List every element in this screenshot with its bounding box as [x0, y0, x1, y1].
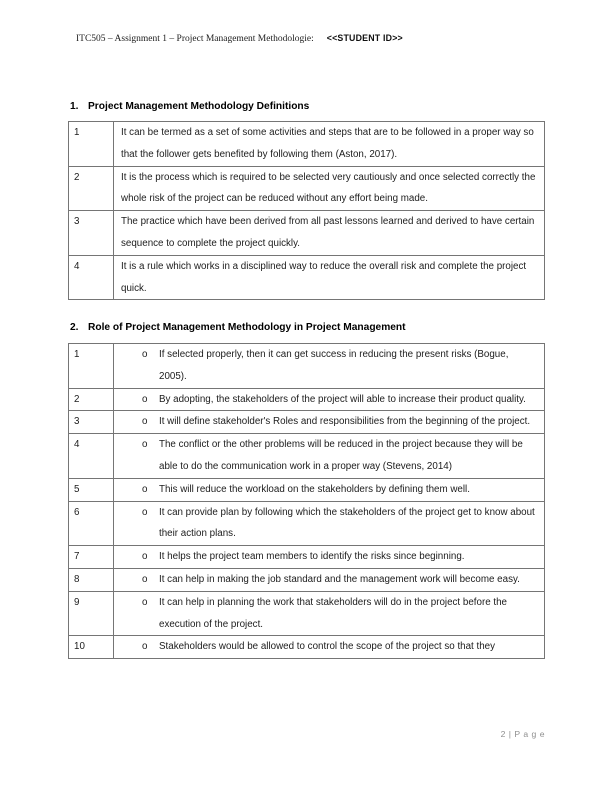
- table-row: [69, 434, 545, 479]
- row-text-cell: [114, 546, 545, 569]
- bullet-marker: o: [142, 641, 148, 653]
- heading-title: Project Management Methodology Definitions: [88, 101, 310, 112]
- bullet-line: [121, 434, 538, 478]
- row-text-cell: [114, 344, 545, 389]
- row-text-cell: [114, 434, 545, 479]
- bullet-marker: o: [142, 439, 148, 451]
- table-row: [69, 478, 545, 501]
- bullet-marker: o: [142, 416, 148, 428]
- heading-number: 1.: [70, 101, 79, 112]
- section-1-heading: [70, 100, 309, 113]
- table-row: [69, 501, 545, 546]
- bullet-text: It can help in making the job standard and the management work will become easy.: [159, 573, 520, 585]
- row-text-cell: [114, 568, 545, 591]
- role-table: [68, 343, 545, 659]
- row-number-cell: 6: [69, 501, 114, 546]
- table-row: [69, 388, 545, 411]
- section-2-heading: [70, 321, 406, 334]
- row-number-cell: 2: [69, 388, 114, 411]
- definitions-table: [68, 121, 545, 300]
- bullet-marker: o: [142, 349, 148, 360]
- table-row: [69, 636, 545, 659]
- bullet-marker: o: [142, 596, 148, 608]
- row-number-cell: 10: [69, 636, 114, 659]
- bullet-line: [121, 636, 538, 658]
- row-text-cell: It is the process which is required to be selected very cautiously and once selected correctly the whole risk of the project can be reduced without any effort being made.: [114, 166, 545, 211]
- row-number-cell: 9: [69, 591, 114, 636]
- bullet-text: It can help in planning the work that stakeholders will do in the project before the execution of the project.: [159, 596, 508, 630]
- bullet-marker: o: [142, 506, 148, 518]
- row-number-cell: 3: [69, 211, 114, 256]
- bullet-text: If selected properly, then it can get success in reducing the present risks (Bogue, 2005).: [159, 349, 509, 382]
- bullet-line: [121, 389, 538, 411]
- row-text-cell: [114, 501, 545, 546]
- row-number-cell: 1: [69, 122, 114, 167]
- row-text-cell: [114, 411, 545, 434]
- bullet-text: It helps the project team members to identify the risks since beginning.: [159, 551, 465, 563]
- bullet-line: [121, 479, 538, 501]
- header-course-title: ITC505 – Assignment 1 – Project Management Methodologie:: [76, 34, 314, 44]
- bullet-marker: o: [142, 573, 148, 585]
- bullet-text: This will reduce the workload on the stakeholders by defining them well.: [159, 483, 470, 495]
- heading-number: 2.: [70, 322, 79, 333]
- page-header: [76, 33, 403, 44]
- row-text-cell: [114, 388, 545, 411]
- bullet-line: [121, 546, 538, 568]
- table-row: [69, 591, 545, 636]
- bullet-text: The conflict or the other problems will be reduced in the project because they will be able to do the communication work in a proper way (Stevens, 2014): [159, 439, 523, 472]
- row-number-cell: 7: [69, 546, 114, 569]
- row-text-cell: [114, 636, 545, 659]
- footer-page-number: 2 | P a g e: [500, 729, 545, 739]
- heading-title: Role of Project Management Methodology in Project Management: [88, 322, 406, 333]
- bullet-text: By adopting, the stakeholders of the project will able to increase their product quality.: [159, 393, 526, 405]
- bullet-line: [121, 502, 538, 546]
- row-number-cell: 5: [69, 478, 114, 501]
- row-number-cell: 4: [69, 255, 114, 300]
- table-row: [69, 122, 545, 167]
- table-row: [69, 411, 545, 434]
- row-text-cell: The practice which have been derived from all past lessons learned and derived to have certain sequence to complete the project quickly.: [114, 211, 545, 256]
- row-number-cell: 2: [69, 166, 114, 211]
- table-row: [69, 568, 545, 591]
- bullet-text: It will define stakeholder's Roles and responsibilities from the beginning of the project.: [159, 416, 531, 428]
- row-text-cell: [114, 591, 545, 636]
- header-student-id-placeholder: <<STUDENT ID>>: [326, 33, 403, 43]
- row-number-cell: 4: [69, 434, 114, 479]
- row-number-cell: 3: [69, 411, 114, 434]
- row-number-cell: 1: [69, 344, 114, 389]
- bullet-line: [121, 411, 538, 433]
- bullet-marker: o: [142, 551, 148, 563]
- row-number-cell: 8: [69, 568, 114, 591]
- bullet-text: Stakeholders would be allowed to control the scope of the project so that they: [159, 641, 496, 653]
- table-row: [69, 255, 545, 300]
- table-row: [69, 344, 545, 389]
- bullet-line: [121, 592, 538, 636]
- bullet-marker: o: [142, 393, 148, 405]
- table-row: [69, 211, 545, 256]
- row-text-cell: It is a rule which works in a disciplined way to reduce the overall risk and complete the project quick.: [114, 255, 545, 300]
- bullet-line: [121, 569, 538, 591]
- bullet-line: [121, 344, 538, 388]
- row-text-cell: [114, 478, 545, 501]
- table-row: [69, 546, 545, 569]
- row-text-cell: It can be termed as a set of some activities and steps that are to be followed in a proper way so that the follower gets benefited by following them (Aston, 2017).: [114, 122, 545, 167]
- bullet-text: It can provide plan by following which the stakeholders of the project get to know about their action plans.: [159, 506, 535, 540]
- table-row: [69, 166, 545, 211]
- bullet-marker: o: [142, 483, 148, 495]
